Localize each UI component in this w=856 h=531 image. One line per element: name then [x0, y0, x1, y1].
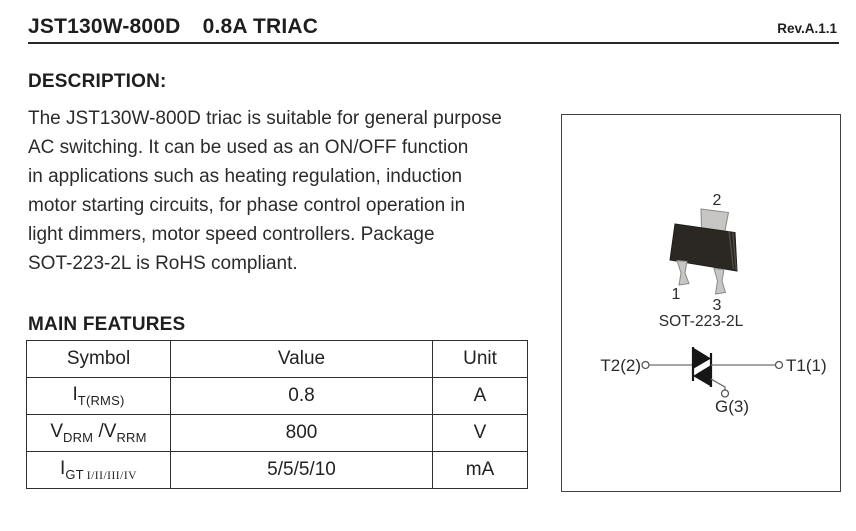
package-drawing [659, 192, 744, 330]
description-line: in applications such as heating regulation, induction [28, 166, 463, 187]
gate-node [722, 390, 729, 397]
gate-label: G(3) [715, 397, 749, 416]
table-row [27, 415, 528, 452]
pin-1-label: 1 [671, 286, 681, 303]
symbol-cell: $I_{GT}$ $_{I/II/III/IV}$ [27, 452, 171, 489]
page-title [28, 15, 318, 39]
unit-cell: V [433, 415, 528, 452]
description-line: The JST130W-800D triac is suitable for general purpose [28, 108, 502, 129]
column-header-value: Value [171, 341, 433, 378]
value-cell: 0.8 [171, 378, 433, 415]
package-diagram-panel [561, 114, 841, 492]
symbol-cell: $I_{T(RMS)}$ [27, 378, 171, 415]
column-header-unit: Unit [433, 341, 528, 378]
terminal-t2-label: T2(2) [600, 356, 641, 375]
unit-cell: A [433, 378, 528, 415]
description-line: AC switching. It can be used as an ON/OFF function [28, 137, 469, 158]
package-name-label: SOT-223-2L [658, 313, 744, 330]
triac-symbol [600, 347, 826, 416]
package-lead-3 [714, 269, 726, 295]
symbol-cell: $V_{DRM}$ $/V_{RRM}$ [27, 415, 171, 452]
revision-label: Rev.A.1.1 [777, 21, 837, 36]
table-row [27, 452, 528, 489]
table-row [27, 378, 528, 415]
description-line: SOT-223-2L is RoHS compliant. [28, 253, 298, 274]
pin-2-label: 2 [712, 192, 722, 209]
description-line: light dimmers, motor speed controllers. Package [28, 224, 435, 245]
description-line: motor starting circuits, for phase control operation in [28, 195, 466, 216]
description-paragraph [28, 104, 502, 278]
part-number: JST130W-800D [28, 15, 181, 38]
value-cell: 800 [171, 415, 433, 452]
terminal-t1-label: T1(1) [786, 356, 827, 375]
features-heading: MAIN FEATURES [28, 314, 186, 335]
terminal-t2-node [642, 362, 649, 369]
package-lead-1 [677, 261, 689, 286]
header-rule [28, 42, 839, 44]
features-table [26, 340, 528, 489]
triac-upper-triangle [693, 348, 711, 370]
value-cell: 5/5/5/10 [171, 452, 433, 489]
description-heading: DESCRIPTION: [28, 71, 167, 92]
column-header-symbol: Symbol [27, 341, 171, 378]
unit-cell: mA [433, 452, 528, 489]
package-and-symbol-drawing [562, 115, 839, 490]
product-subtitle: 0.8A TRIAC [202, 15, 319, 38]
pin-3-label: 3 [712, 297, 722, 314]
triac-lower-triangle [693, 365, 711, 387]
terminal-t1-node [776, 362, 783, 369]
table-header-row [27, 341, 528, 378]
gate-wire [711, 379, 725, 390]
